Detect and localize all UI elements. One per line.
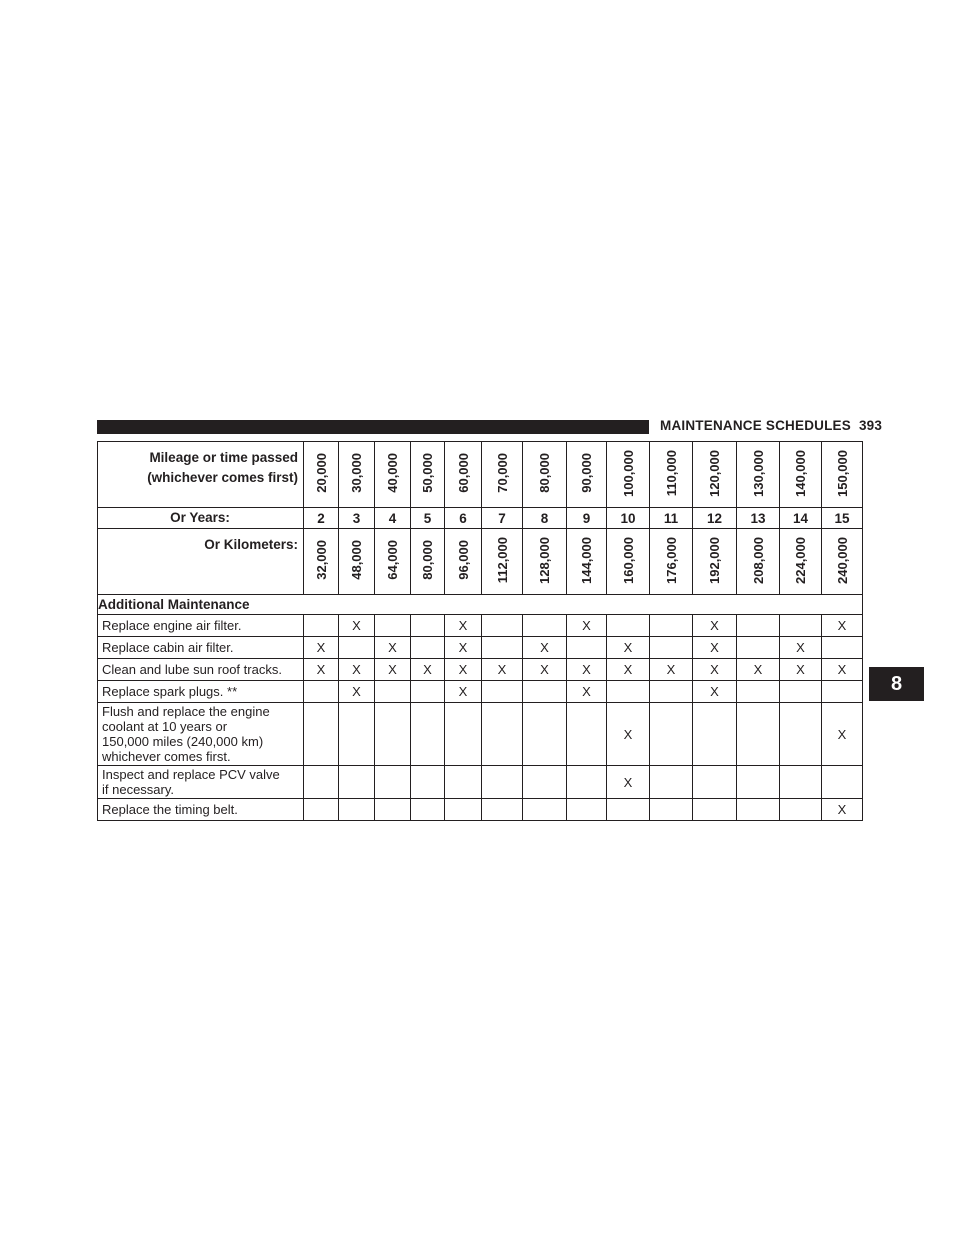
service-mark	[304, 681, 339, 703]
service-mark	[737, 766, 780, 799]
table-row	[98, 766, 863, 799]
service-mark	[780, 703, 822, 766]
task-label	[98, 766, 304, 799]
service-mark: X	[693, 615, 737, 637]
service-mark: X	[737, 659, 780, 681]
task-line: 150,000 miles (240,000 km)	[102, 734, 264, 749]
section-title: MAINTENANCE SCHEDULES	[660, 418, 851, 433]
service-mark: X	[650, 659, 693, 681]
service-mark	[482, 615, 523, 637]
table-row	[98, 703, 863, 766]
km-cell	[822, 529, 863, 595]
service-mark: X	[693, 637, 737, 659]
service-mark	[411, 615, 445, 637]
years-label: Or Years:	[98, 508, 304, 529]
mileage-value: 40,000	[385, 453, 400, 493]
service-mark	[482, 766, 523, 799]
service-mark	[650, 681, 693, 703]
service-mark	[822, 637, 863, 659]
mileage-cell	[650, 442, 693, 508]
service-mark	[339, 799, 375, 821]
table-row	[98, 615, 863, 637]
service-mark	[339, 637, 375, 659]
service-mark	[607, 681, 650, 703]
mileage-cell	[567, 442, 607, 508]
mileage-cell	[523, 442, 567, 508]
km-value: 192,000	[707, 536, 722, 584]
service-mark	[375, 703, 411, 766]
service-mark	[339, 766, 375, 799]
mileage-value: 140,000	[793, 449, 808, 497]
service-mark	[445, 766, 482, 799]
km-cell	[523, 529, 567, 595]
km-cell	[375, 529, 411, 595]
service-mark	[445, 703, 482, 766]
years-cell: 9	[567, 508, 607, 529]
km-value: 128,000	[537, 536, 552, 584]
service-mark: X	[339, 659, 375, 681]
service-mark	[780, 615, 822, 637]
task-label	[98, 659, 304, 681]
service-mark: X	[445, 637, 482, 659]
table-row	[98, 681, 863, 703]
years-cell: 6	[445, 508, 482, 529]
km-cell	[482, 529, 523, 595]
task-line: if necessary.	[102, 782, 175, 797]
mileage-value: 80,000	[537, 453, 552, 493]
task-label	[98, 615, 304, 637]
mileage-value: 150,000	[834, 449, 850, 497]
service-mark	[411, 799, 445, 821]
header-rule	[97, 420, 649, 434]
km-cell	[304, 529, 339, 595]
task-label	[98, 681, 304, 703]
service-mark	[737, 637, 780, 659]
service-mark: X	[523, 659, 567, 681]
km-value: 80,000	[420, 540, 435, 580]
mileage-header-row	[98, 442, 863, 508]
service-mark	[650, 799, 693, 821]
mileage-value: 100,000	[620, 449, 636, 497]
task-line: Replace spark plugs. **	[102, 684, 238, 699]
mileage-value: 30,000	[349, 453, 364, 493]
years-cell: 4	[375, 508, 411, 529]
service-mark	[523, 681, 567, 703]
service-mark: X	[780, 637, 822, 659]
task-label	[98, 799, 304, 821]
service-mark	[693, 766, 737, 799]
service-mark: X	[822, 615, 863, 637]
task-line: Replace engine air filter.	[102, 618, 242, 633]
service-mark	[523, 799, 567, 821]
service-mark	[482, 799, 523, 821]
km-header-row	[98, 529, 863, 595]
km-value: 176,000	[663, 536, 679, 584]
mileage-label	[98, 442, 304, 508]
mileage-cell	[445, 442, 482, 508]
km-cell	[607, 529, 650, 595]
service-mark	[567, 766, 607, 799]
mileage-value: 60,000	[455, 453, 471, 493]
mileage-value: 90,000	[579, 453, 594, 493]
km-cell	[411, 529, 445, 595]
task-line: Inspect and replace PCV valve	[102, 767, 280, 782]
years-cell: 3	[339, 508, 375, 529]
service-mark	[822, 681, 863, 703]
service-mark	[445, 799, 482, 821]
km-value: 48,000	[349, 540, 364, 580]
mileage-value: 70,000	[494, 453, 510, 493]
service-mark: X	[304, 659, 339, 681]
section-heading: Additional Maintenance	[98, 595, 863, 615]
service-mark: X	[304, 637, 339, 659]
service-mark	[693, 799, 737, 821]
service-mark	[375, 766, 411, 799]
service-mark: X	[607, 637, 650, 659]
service-mark	[780, 799, 822, 821]
mileage-cell	[411, 442, 445, 508]
service-mark: X	[523, 637, 567, 659]
service-mark	[567, 799, 607, 821]
task-line: Replace the timing belt.	[102, 802, 238, 817]
years-cell: 5	[411, 508, 445, 529]
service-mark	[304, 703, 339, 766]
service-mark	[567, 703, 607, 766]
km-cell	[445, 529, 482, 595]
service-mark	[375, 681, 411, 703]
task-line: Flush and replace the engine	[102, 704, 270, 719]
years-cell: 7	[482, 508, 523, 529]
mileage-cell	[339, 442, 375, 508]
mileage-cell	[693, 442, 737, 508]
km-value: 144,000	[579, 536, 594, 584]
service-mark	[482, 681, 523, 703]
mileage-value: 130,000	[750, 449, 766, 497]
mileage-label-line2: (whichever comes first)	[147, 470, 298, 485]
mileage-cell	[780, 442, 822, 508]
maintenance-table	[97, 441, 863, 821]
service-mark: X	[607, 659, 650, 681]
mileage-cell	[607, 442, 650, 508]
service-mark	[482, 637, 523, 659]
years-cell: 15	[822, 508, 863, 529]
service-mark	[650, 615, 693, 637]
service-mark: X	[567, 615, 607, 637]
km-value: 96,000	[455, 540, 471, 580]
years-cell: 14	[780, 508, 822, 529]
service-mark	[780, 766, 822, 799]
task-line: Replace cabin air filter.	[102, 640, 234, 655]
mileage-value: 110,000	[663, 449, 679, 497]
service-mark: X	[445, 615, 482, 637]
service-mark	[304, 799, 339, 821]
km-cell	[650, 529, 693, 595]
service-mark	[411, 766, 445, 799]
service-mark: X	[567, 659, 607, 681]
service-mark	[607, 615, 650, 637]
service-mark	[304, 766, 339, 799]
service-mark: X	[607, 703, 650, 766]
service-mark: X	[411, 659, 445, 681]
km-cell	[339, 529, 375, 595]
service-mark	[650, 766, 693, 799]
km-label: Or Kilometers:	[98, 529, 304, 595]
service-mark	[411, 703, 445, 766]
service-mark	[650, 637, 693, 659]
table-row	[98, 799, 863, 821]
service-mark: X	[567, 681, 607, 703]
service-mark	[411, 681, 445, 703]
years-cell: 2	[304, 508, 339, 529]
service-mark	[567, 637, 607, 659]
service-mark	[523, 703, 567, 766]
km-value: 32,000	[313, 540, 329, 580]
table-row	[98, 659, 863, 681]
service-mark: X	[482, 659, 523, 681]
km-cell	[693, 529, 737, 595]
service-mark	[693, 703, 737, 766]
km-value: 160,000	[620, 536, 636, 584]
service-mark: X	[445, 659, 482, 681]
service-mark	[737, 615, 780, 637]
service-mark: X	[822, 659, 863, 681]
service-mark	[822, 766, 863, 799]
mileage-cell	[737, 442, 780, 508]
service-mark: X	[375, 659, 411, 681]
service-mark	[411, 637, 445, 659]
service-mark	[650, 703, 693, 766]
service-mark	[482, 703, 523, 766]
task-label	[98, 703, 304, 766]
km-cell	[567, 529, 607, 595]
km-value: 224,000	[793, 536, 808, 584]
task-label	[98, 637, 304, 659]
page-number: 393	[858, 418, 883, 433]
service-mark	[523, 615, 567, 637]
service-mark: X	[822, 799, 863, 821]
mileage-cell	[304, 442, 339, 508]
service-mark	[737, 703, 780, 766]
service-mark: X	[339, 681, 375, 703]
service-mark	[375, 799, 411, 821]
years-cell: 13	[737, 508, 780, 529]
service-mark: X	[375, 637, 411, 659]
service-mark	[780, 681, 822, 703]
years-cell: 10	[607, 508, 650, 529]
service-mark: X	[822, 703, 863, 766]
service-mark: X	[693, 681, 737, 703]
mileage-cell	[375, 442, 411, 508]
task-line: Clean and lube sun roof tracks.	[102, 662, 282, 677]
service-mark	[523, 766, 567, 799]
mileage-cell	[482, 442, 523, 508]
km-value: 112,000	[494, 536, 510, 584]
service-mark: X	[693, 659, 737, 681]
km-value: 208,000	[750, 536, 766, 584]
service-mark: X	[445, 681, 482, 703]
task-line: whichever comes first.	[102, 749, 231, 764]
km-cell	[780, 529, 822, 595]
mileage-value: 20,000	[313, 453, 329, 493]
service-mark	[737, 681, 780, 703]
km-value: 64,000	[385, 540, 400, 580]
table-row	[98, 637, 863, 659]
service-mark	[607, 799, 650, 821]
mileage-cell	[822, 442, 863, 508]
chapter-tab: 8	[869, 667, 924, 701]
years-header-row	[98, 508, 863, 529]
km-cell	[737, 529, 780, 595]
years-cell: 8	[523, 508, 567, 529]
page-header	[660, 418, 882, 433]
service-mark: X	[780, 659, 822, 681]
service-mark: X	[607, 766, 650, 799]
service-mark	[737, 799, 780, 821]
service-mark: X	[339, 615, 375, 637]
service-mark	[339, 703, 375, 766]
km-value: 240,000	[834, 536, 850, 584]
mileage-value: 50,000	[420, 453, 435, 493]
service-mark	[304, 615, 339, 637]
mileage-value: 120,000	[707, 449, 722, 497]
task-line: coolant at 10 years or	[102, 719, 228, 734]
years-cell: 12	[693, 508, 737, 529]
service-mark	[375, 615, 411, 637]
section-row	[98, 595, 863, 615]
years-cell: 11	[650, 508, 693, 529]
mileage-label-line1: Mileage or time passed	[149, 450, 298, 465]
